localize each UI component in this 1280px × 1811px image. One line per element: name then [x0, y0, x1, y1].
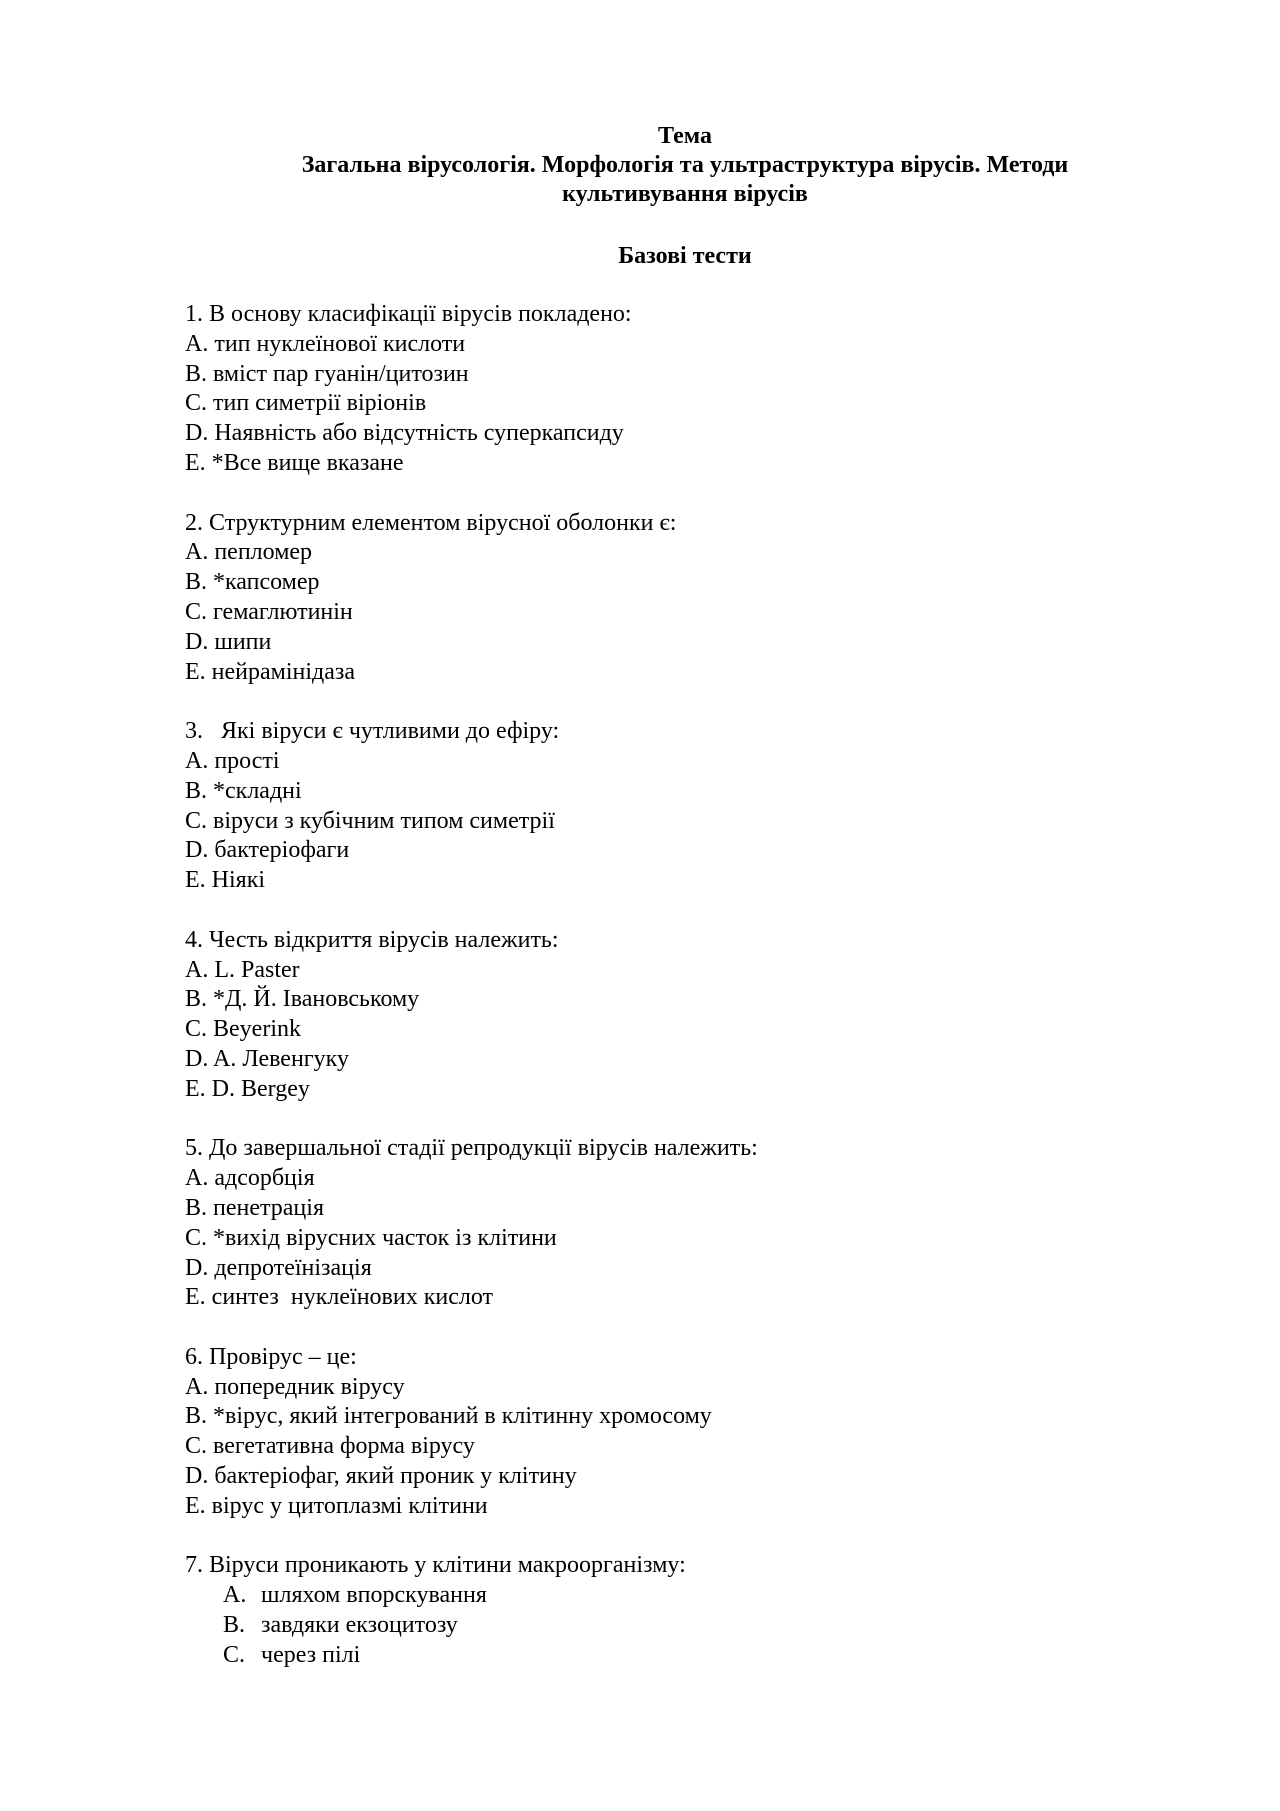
answer-option: B. *складні	[185, 777, 302, 804]
answer-option: D. шипи	[185, 628, 272, 655]
answer-option: E. D. Bergey	[185, 1075, 310, 1102]
answer-option: B. *вірус, який інтегрований в клітинну хромосому	[185, 1403, 712, 1430]
answer-option: B. *Д. Й. Івановському	[185, 986, 420, 1013]
answer-option: E. вірус у цитоплазмі клітини	[185, 1492, 488, 1519]
answer-option: D. бактеріофаг, який проник у клітину	[185, 1463, 577, 1490]
option-text: шляхом впорскування	[261, 1582, 487, 1609]
answer-option: C. віруси з кубічним типом симетрії	[185, 807, 555, 834]
answer-option: A. пепломер	[185, 539, 313, 566]
question-text: 6. Провірус – це:	[185, 1343, 357, 1370]
question-text: 3. Які віруси є чутливими до ефіру:	[185, 718, 560, 745]
question-text: 1. В основу класифікації вірусів покладено:	[185, 301, 632, 327]
question-3	[185, 717, 1185, 896]
answer-option: C. тип симетрії віріонів	[185, 390, 427, 417]
question-list	[185, 300, 1185, 1700]
answer-option	[185, 1611, 1185, 1641]
question-4	[185, 926, 1185, 1105]
answer-option: B. пенетрація	[185, 1194, 324, 1221]
question-text: 4. Честь відкриття вірусів належить:	[185, 926, 559, 953]
option-letter: B.	[223, 1612, 246, 1639]
question-5	[185, 1134, 1185, 1313]
answer-option: E. синтез нуклеїнових кислот	[185, 1284, 494, 1311]
answer-option: A. L. Paster	[185, 956, 300, 983]
topic-line-1: Загальна вірусологія. Морфологія та ультраструктура вірусів. Методи	[301, 152, 1069, 178]
answer-option: A. тип нуклеїнової кислоти	[185, 330, 466, 357]
answer-option: C. Beyerink	[185, 1016, 301, 1043]
option-letter: C.	[223, 1641, 246, 1668]
document-header	[185, 122, 1185, 209]
option-text: через пілі	[261, 1641, 361, 1668]
answer-option: E. Ніякі	[185, 867, 266, 894]
topic-line-2: культивування вірусів	[562, 181, 808, 207]
option-letter: A.	[223, 1582, 247, 1609]
header-title: Тема	[658, 123, 712, 149]
answer-option: C. гемаглютинін	[185, 598, 353, 625]
question-text: 2. Структурним елементом вірусної оболонки є:	[185, 509, 677, 536]
answer-option: A. попередник вірусу	[185, 1373, 405, 1400]
answer-option: A. прості	[185, 747, 280, 774]
answer-option: D. бактеріофаги	[185, 837, 350, 864]
answer-option: D. депротеїнізація	[185, 1254, 372, 1281]
answer-option: D. Наявність або відсутність суперкапсиду	[185, 420, 624, 447]
section-title: Базові тести	[618, 243, 752, 269]
answer-option	[185, 1581, 1185, 1611]
question-text: 7. Віруси проникають у клітини макроорганізму:	[185, 1552, 686, 1579]
question-text: 5. До завершальної стадії репродукції вірусів належить:	[185, 1135, 758, 1162]
answer-option: D. A. Левенгуку	[185, 1045, 349, 1072]
answer-option: C. *вихід вірусних часток із клітини	[185, 1224, 557, 1251]
question-7	[185, 1551, 1185, 1670]
answer-option: B. *капсомер	[185, 569, 320, 596]
answer-option: E. нейрамінідаза	[185, 658, 356, 685]
question-2	[185, 509, 1185, 688]
answer-option: A. адсорбція	[185, 1165, 315, 1192]
option-text: завдяки екзоцитозу	[261, 1612, 458, 1639]
question-1	[185, 300, 1185, 479]
question-6	[185, 1343, 1185, 1522]
answer-option	[185, 1641, 1185, 1671]
answer-option: C. вегетативна форма вірусу	[185, 1433, 475, 1460]
answer-option: E. *Все вище вказане	[185, 449, 404, 476]
answer-option: B. вміст пар гуанін/цитозин	[185, 360, 469, 387]
